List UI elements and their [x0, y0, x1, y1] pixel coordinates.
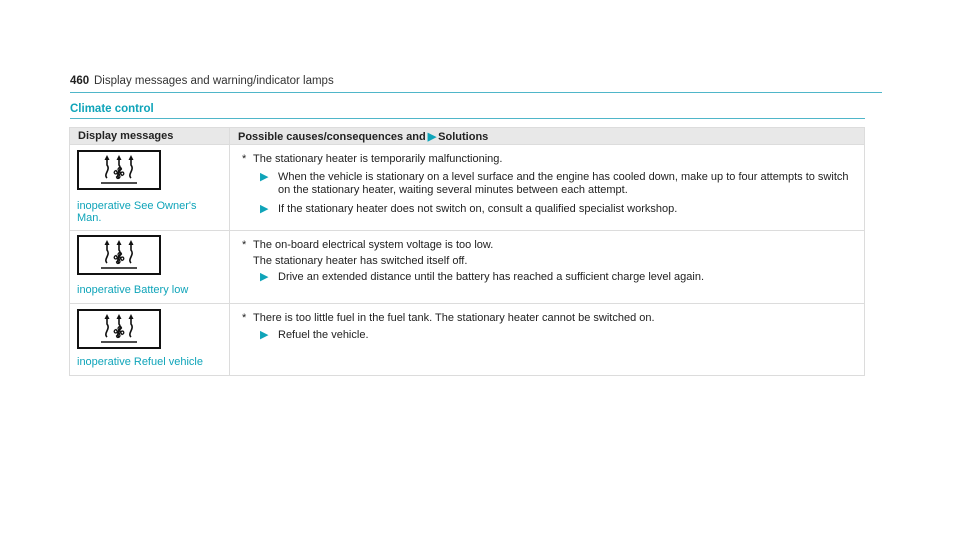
cause-line: There is too little fuel in the fuel tank. The stationary heater cannot be switched on.	[253, 312, 655, 324]
arrow-right-icon: ▶	[260, 329, 269, 341]
solution-item	[260, 171, 850, 197]
column-header-solutions-text: Solutions	[438, 131, 489, 143]
table-row	[70, 303, 864, 376]
arrow-right-icon: ▶	[427, 131, 437, 143]
display-message-text: inoperative See Owner's Man.	[77, 200, 197, 224]
cause-text	[242, 239, 842, 252]
page-header-title: Display messages and warning/indicator lamps	[94, 75, 334, 87]
arrow-right-icon: ▶	[260, 271, 269, 283]
footnote-asterisk-icon: *	[242, 312, 247, 324]
section-title: Climate control	[70, 103, 154, 115]
cause-extra-text: The stationary heater has switched itself off.	[253, 255, 468, 267]
solution-text: Refuel the vehicle.	[278, 329, 369, 341]
table-header	[70, 128, 864, 144]
footnote-asterisk-icon: *	[242, 153, 247, 165]
arrow-right-icon: ▶	[260, 171, 269, 183]
solution-item	[260, 203, 850, 216]
solution-item	[260, 329, 850, 342]
table-row	[70, 230, 864, 304]
display-message-text: inoperative Refuel vehicle	[77, 356, 203, 368]
section-divider	[70, 118, 865, 119]
cause-text	[242, 312, 842, 325]
solution-text: Drive an extended distance until the battery has reached a sufficient charge level again.	[278, 271, 705, 283]
table-row	[70, 144, 864, 231]
solution-item	[260, 271, 850, 284]
column-header-causes-solutions	[238, 130, 488, 143]
display-message-text: inoperative Battery low	[77, 284, 189, 296]
column-header-display-messages: Display messages	[78, 130, 174, 142]
stationary-heater-icon	[77, 235, 161, 275]
cause-line: The stationary heater is temporarily malfunctioning.	[253, 153, 503, 165]
solution-text: If the stationary heater does not switch on, consult a qualified specialist workshop.	[278, 203, 678, 215]
solution-text: When the vehicle is stationary on a level surface and the engine has cooled down, make up to four attempts to switch on the stationary heater, waiting several minutes between each attempt.	[278, 171, 849, 196]
column-header-causes-text: Possible causes/consequences and	[238, 131, 426, 143]
stationary-heater-icon	[77, 150, 161, 190]
page-number: 460	[70, 75, 90, 87]
display-messages-table	[69, 127, 865, 376]
cause-text	[242, 153, 842, 166]
arrow-right-icon: ▶	[260, 203, 269, 215]
page-header	[70, 72, 882, 93]
stationary-heater-icon	[77, 309, 161, 349]
cause-line: The on-board electrical system voltage is too low.	[253, 239, 494, 251]
footnote-asterisk-icon: *	[242, 239, 247, 251]
